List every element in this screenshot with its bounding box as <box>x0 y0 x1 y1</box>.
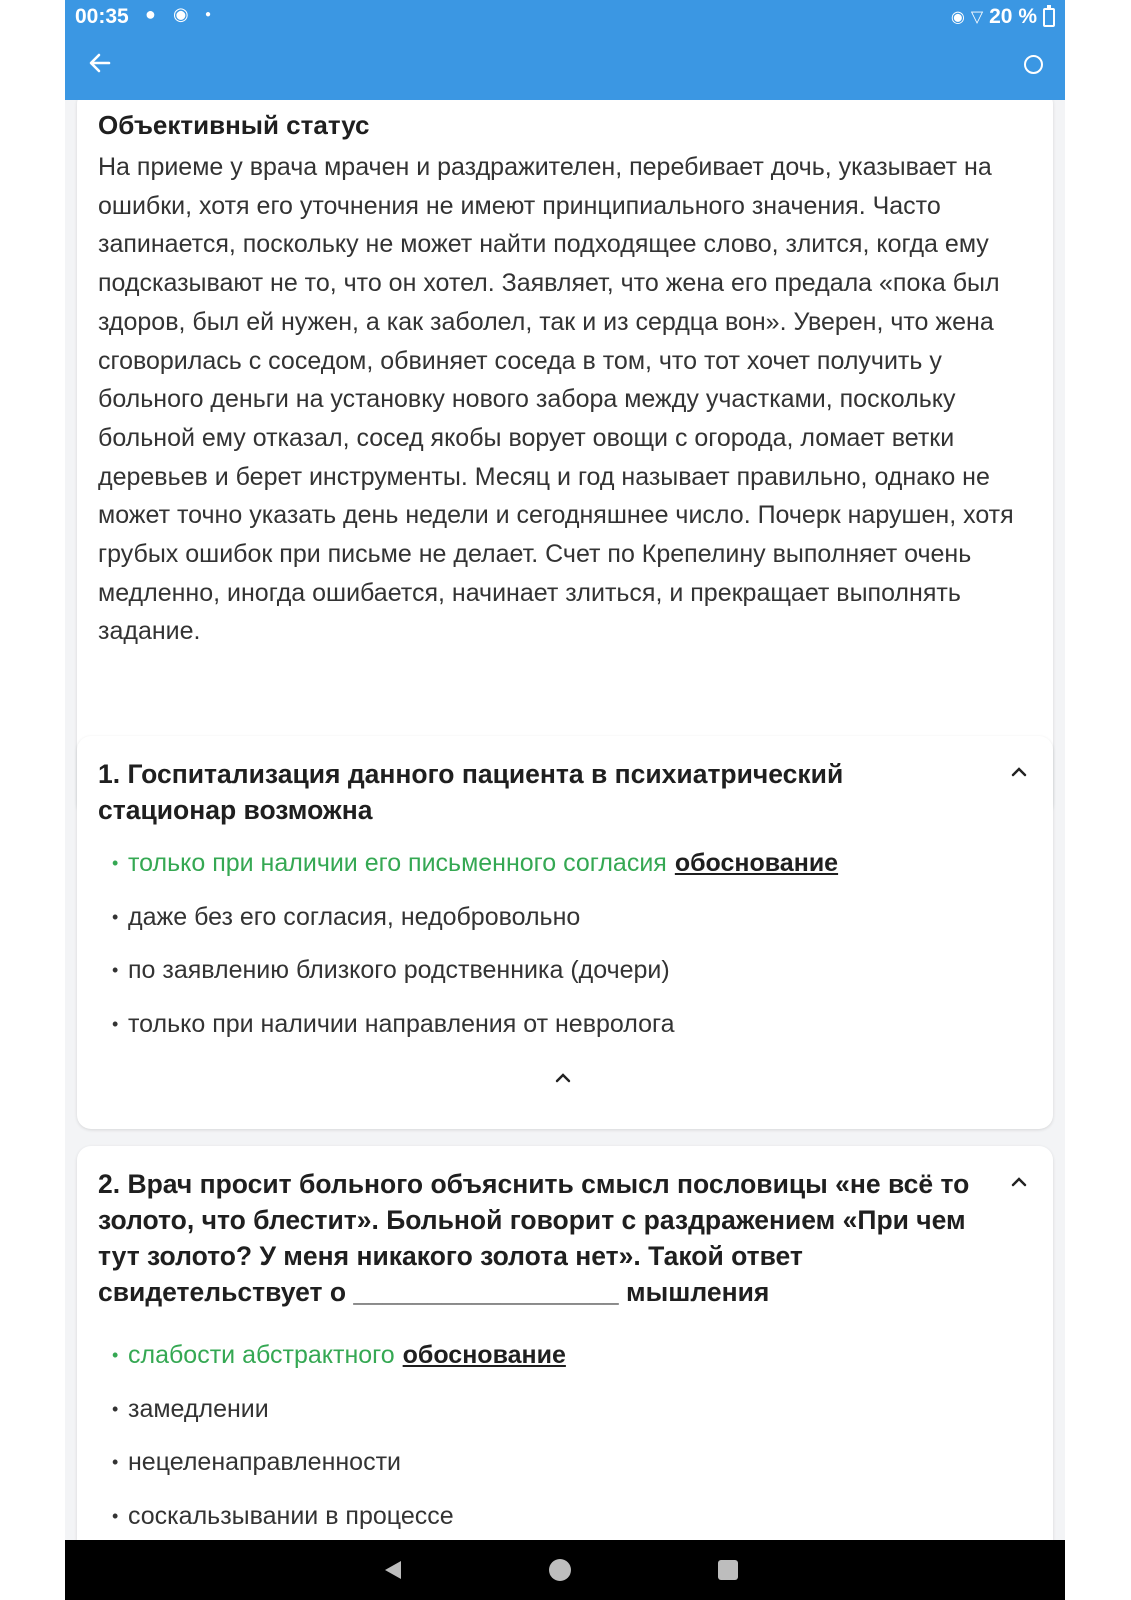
question-card <box>77 1146 1053 1540</box>
arrow-left-icon[interactable] <box>85 48 115 78</box>
answer-text: даже без его согласия, недобровольно <box>128 902 581 931</box>
phone-screen <box>65 0 1065 1600</box>
bullet-icon: • <box>112 1505 119 1526</box>
nav-home-icon[interactable] <box>549 1559 571 1581</box>
wifi-icon: ▽ <box>970 9 984 26</box>
question-title: 2. Врач просит больного объяснить смысл пословицы «не всё то золото, что блестит». Больной говорит с раздражением «При чем тут золото? У меня никакого золота нет». Такой ответ свидетельствует о __________________ мышления <box>98 1169 970 1307</box>
more-dot-icon: ● <box>205 9 212 20</box>
bullet-icon: • <box>112 1345 119 1365</box>
question-title: 1. Госпитализация данного пациента в психиатрический стационар возможна <box>98 759 844 825</box>
nav-recent-icon[interactable] <box>718 1560 738 1580</box>
chevron-up-icon[interactable] <box>1011 1174 1027 1190</box>
bullet-icon: • <box>112 1398 119 1419</box>
status-right <box>951 5 1055 29</box>
eye-icon: ◉ <box>950 9 965 26</box>
answer-text: только при наличии направления от невролога <box>128 1009 675 1038</box>
bullet-icon: • <box>112 853 119 873</box>
chevron-up-icon[interactable] <box>1011 764 1027 780</box>
app-bar <box>65 0 1065 100</box>
answer-option[interactable] <box>112 1341 566 1395</box>
reason-link[interactable]: обоснование <box>674 849 839 877</box>
answer-option[interactable] <box>112 956 838 1010</box>
section-text: На приеме у врача мрачен и раздражителен, перебивает дочь, указывает на ошибки, хотя его уточнения не имеют принципиального значения. Часто запинается, поскольку не может найти подходящее слово, злится, когда ему подсказывают не то, что он хотел. Заявляет, что жена его предала «пока был здоров, был ей нужен, а как заболел, так и из сердца вон». Уверен, что жена сговорилась с соседом, обвиняет соседа в том, что тот хочет получить у больного деньги на установку нового забора между участками, поскольку больной ему отказал, сосед якобы ворует овощи с огорода, ломает ветки деревьев и берет инструменты. Месяц и год называет правильно, однако не может точно указать день недели и сегодняшнее число. Почерк нарушен, хотя грубых ошибок при письме не делает. Счет по Крепелину выполняет очень медленно, иногда ошибается, начинает злиться, и прекращает выполнять задание. <box>98 153 1014 646</box>
status-time: 00:35 <box>75 5 129 28</box>
answer-option[interactable] <box>112 1395 566 1449</box>
answer-text: замедлении <box>128 1394 269 1423</box>
battery-icon <box>1043 8 1055 27</box>
content-area <box>65 100 1065 1540</box>
answer-text: слабости абстрактного <box>128 1341 395 1369</box>
answer-text: соскальзывании в процессе <box>128 1501 454 1530</box>
battery-label: 20 % <box>989 5 1037 28</box>
answer-list <box>112 1341 566 1540</box>
status-bar <box>65 0 1065 34</box>
bullet-icon: • <box>112 960 119 980</box>
collapse-chevron-icon[interactable] <box>555 1070 571 1086</box>
notification-icon: ● <box>145 4 156 24</box>
reason-link[interactable]: обоснование <box>402 1341 566 1369</box>
answer-option[interactable] <box>112 1010 838 1064</box>
bullet-icon: • <box>112 1013 119 1034</box>
answer-option[interactable] <box>112 849 838 903</box>
answer-text: по заявлению близкого родственника (дочери) <box>128 956 670 984</box>
objective-status-card <box>77 100 1053 816</box>
answer-text: только при наличии его письменного согласия <box>128 849 667 877</box>
nav-back-icon[interactable] <box>381 1558 405 1582</box>
bullet-icon: • <box>112 1452 119 1472</box>
answer-option[interactable] <box>112 1448 566 1502</box>
alert-icon: ◉ <box>173 4 189 24</box>
answer-list <box>112 849 838 1063</box>
circle-icon[interactable] <box>1024 55 1043 74</box>
answer-option[interactable] <box>112 1502 566 1541</box>
bullet-icon: • <box>112 906 119 927</box>
answer-option[interactable] <box>112 903 838 957</box>
question-card <box>77 736 1053 1129</box>
section-title: Объективный статус <box>98 110 370 140</box>
navigation-bar <box>65 1540 1065 1600</box>
answer-text: нецеленаправленности <box>128 1448 401 1476</box>
